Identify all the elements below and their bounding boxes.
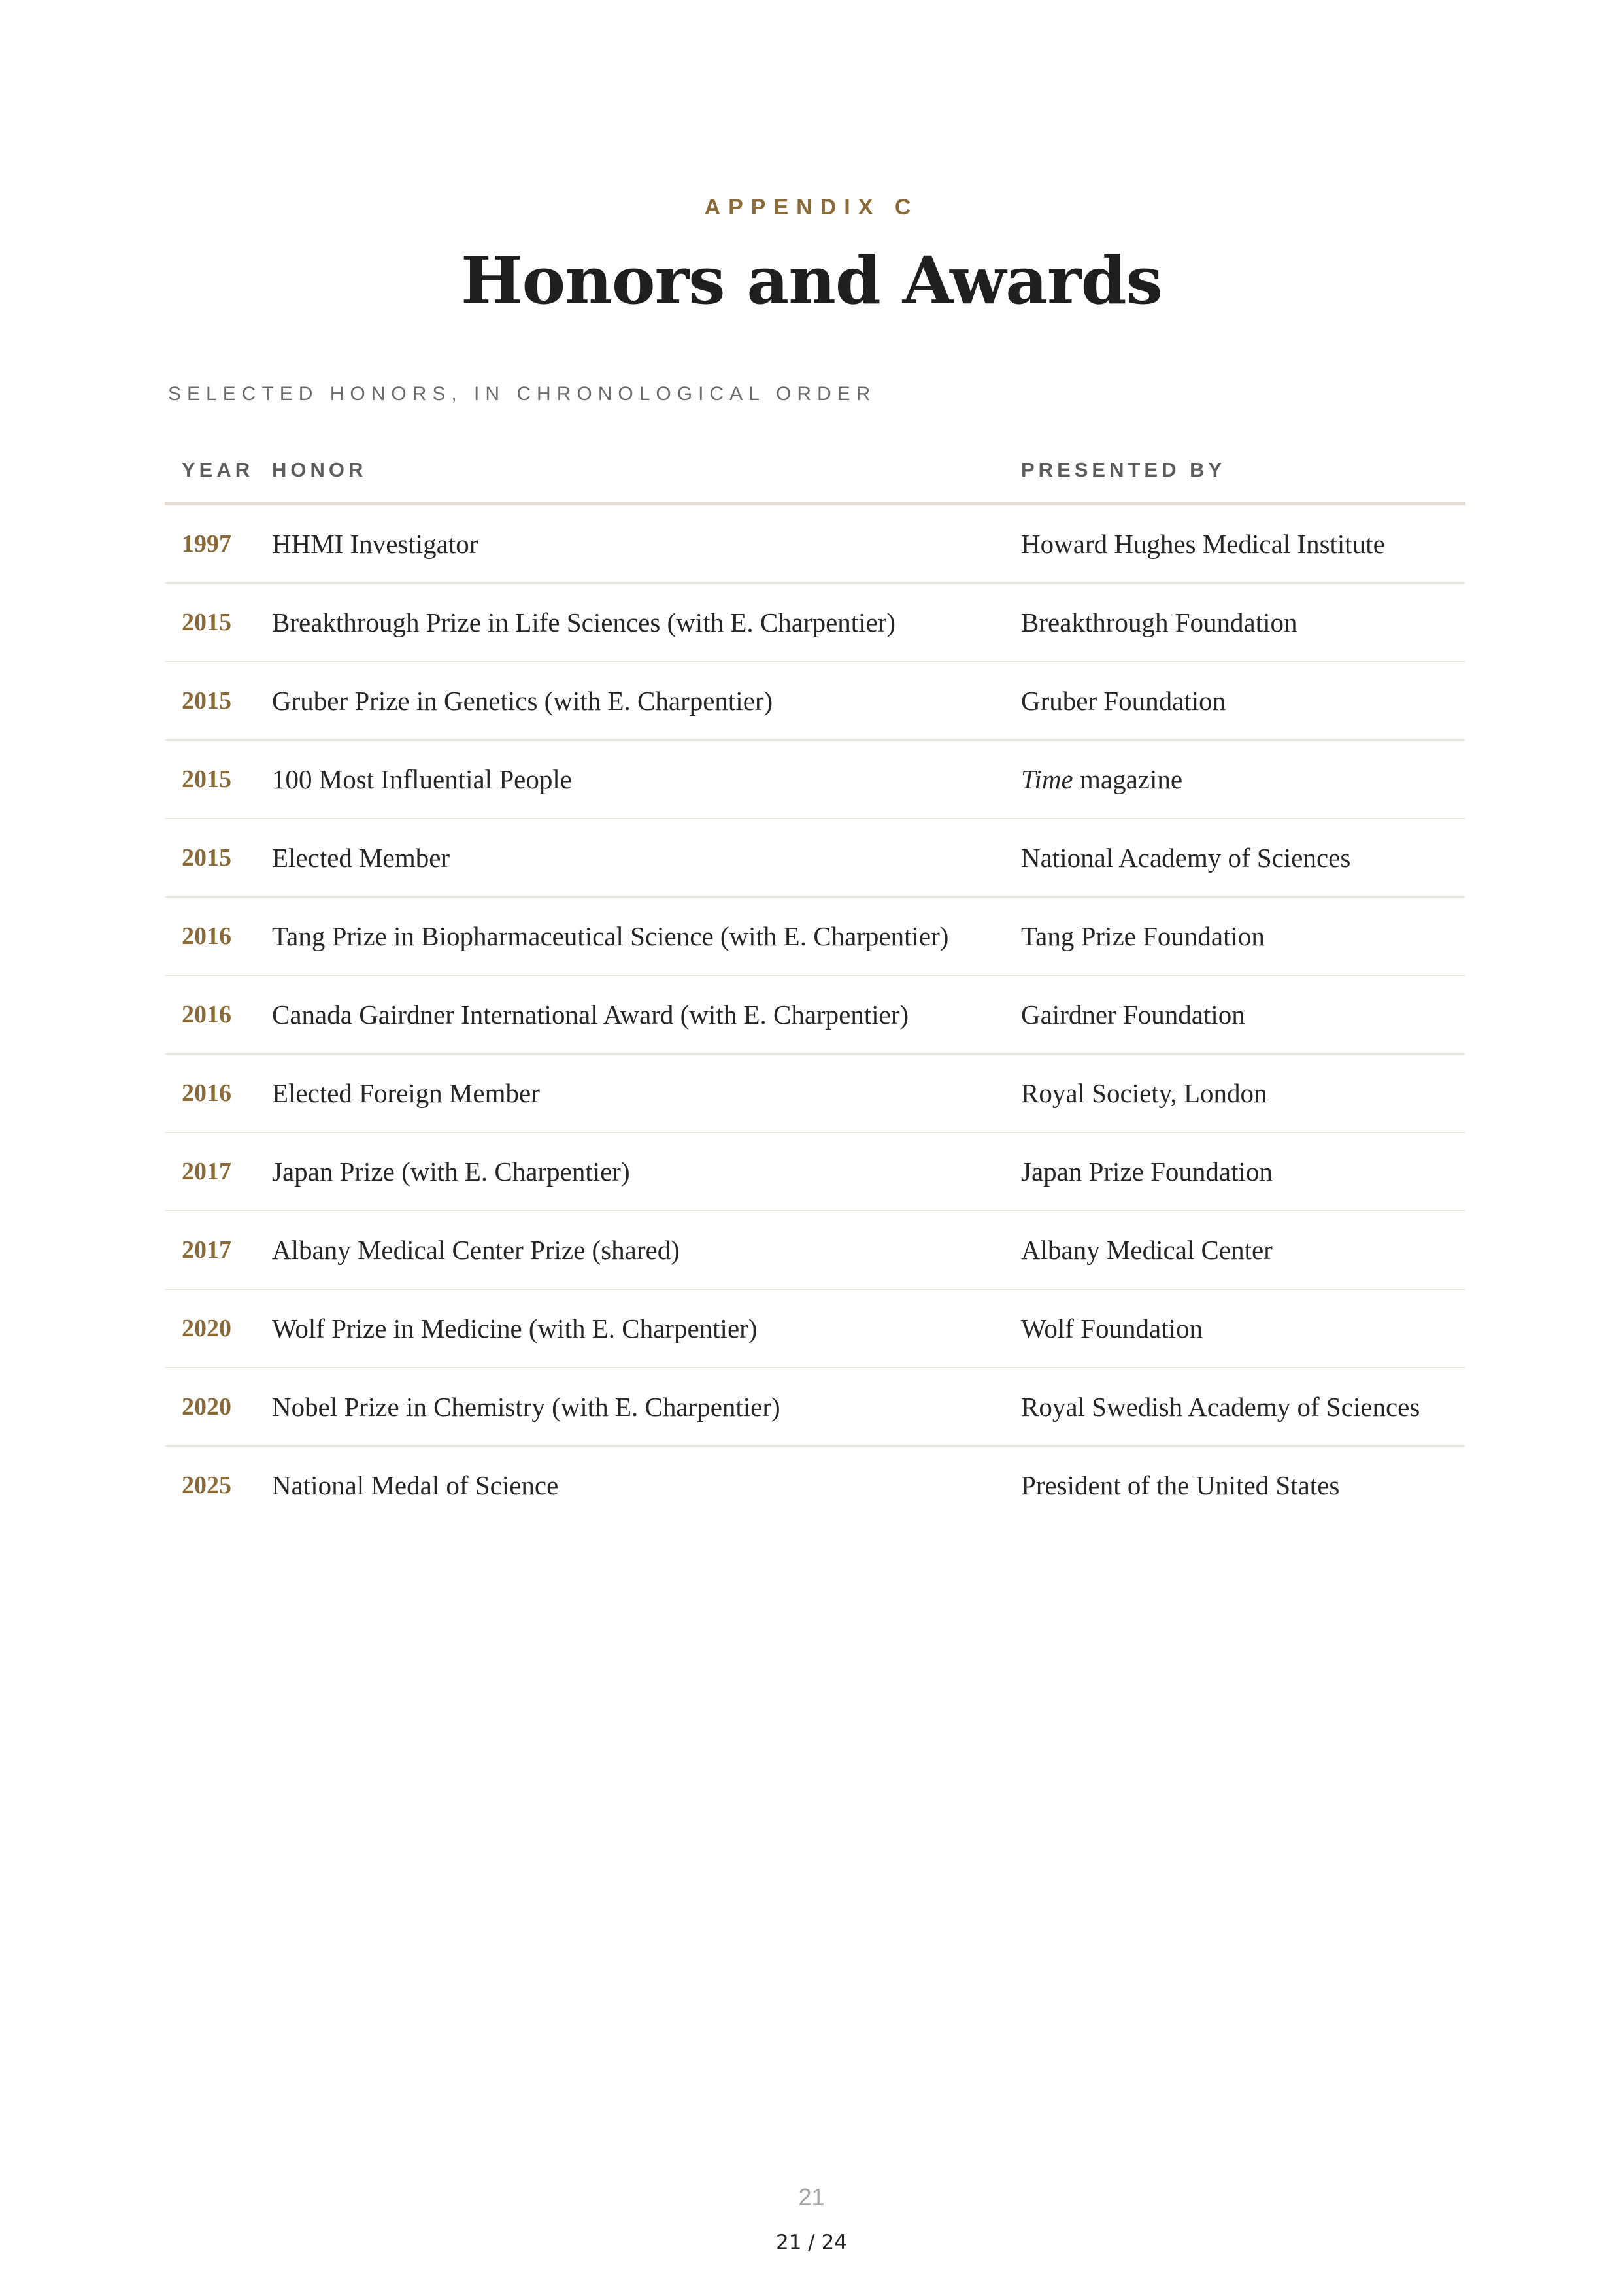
table-header-row (165, 438, 1465, 504)
year-cell: 2015 (165, 662, 268, 740)
honor-cell: Gruber Prize in Genetics (with E. Charpentier) (268, 662, 1017, 740)
presenter-cell: Wolf Foundation (1017, 1289, 1465, 1368)
column-header-honor: HONOR (268, 438, 1017, 504)
table-row (165, 1368, 1465, 1446)
column-header-presented-by: PRESENTED BY (1017, 438, 1465, 504)
honor-cell: Japan Prize (with E. Charpentier) (268, 1132, 1017, 1211)
table-row (165, 740, 1465, 819)
honor-cell: Albany Medical Center Prize (shared) (268, 1211, 1017, 1289)
presenter-cell: National Academy of Sciences (1017, 819, 1465, 897)
table-row (165, 1446, 1465, 1524)
presenter-cell: Tang Prize Foundation (1017, 897, 1465, 975)
year-cell: 2015 (165, 740, 268, 819)
year-cell: 2017 (165, 1211, 268, 1289)
honor-cell: Breakthrough Prize in Life Sciences (with E. Charpentier) (268, 583, 1017, 662)
table-row (165, 504, 1465, 584)
honor-cell: Canada Gairdner International Award (with E. Charpentier) (268, 975, 1017, 1054)
presenter-cell: Royal Society, London (1017, 1054, 1465, 1132)
year-cell: 2016 (165, 897, 268, 975)
presenter-cell: Gruber Foundation (1017, 662, 1465, 740)
table-row (165, 1132, 1465, 1211)
presenter-text: magazine (1080, 764, 1183, 794)
year-cell: 2025 (182, 1472, 231, 1499)
presenter-cell: Gairdner Foundation (1017, 975, 1465, 1054)
table-row (165, 1211, 1465, 1289)
presenter-cell: President of the United States (1021, 1470, 1340, 1500)
honor-cell: Elected Foreign Member (268, 1054, 1017, 1132)
year-cell: 2016 (165, 975, 268, 1054)
appendix-label: APPENDIX C (704, 195, 919, 220)
table-caption: SELECTED HONORS, IN CHRONOLOGICAL ORDER (168, 383, 877, 405)
table-row (165, 897, 1465, 975)
table-row (165, 662, 1465, 740)
publication-title: Time (1021, 764, 1073, 794)
presenter-cell: Albany Medical Center (1017, 1211, 1465, 1289)
table-row (165, 1054, 1465, 1132)
honor-cell: 100 Most Influential People (268, 740, 1017, 819)
presenter-cell: Royal Swedish Academy of Sciences (1017, 1368, 1465, 1446)
honor-cell: National Medal of Science (272, 1470, 559, 1500)
table-row (165, 975, 1465, 1054)
honor-cell: Wolf Prize in Medicine (with E. Charpentier) (268, 1289, 1017, 1368)
page-number: 21 (798, 2184, 825, 2210)
presenter-cell: Breakthrough Foundation (1017, 583, 1465, 662)
table-row (165, 819, 1465, 897)
honor-cell: Tang Prize in Biopharmaceutical Science (with E. Charpentier) (268, 897, 1017, 975)
page-indicator: 21 / 24 (775, 2231, 848, 2254)
presenter-cell (1017, 740, 1465, 819)
presenter-cell: Japan Prize Foundation (1017, 1132, 1465, 1211)
table-row (165, 583, 1465, 662)
year-cell: 1997 (165, 504, 268, 584)
year-cell: 2017 (165, 1132, 268, 1211)
honors-table (165, 438, 1465, 1524)
honor-cell: Nobel Prize in Chemistry (with E. Charpentier) (268, 1368, 1017, 1446)
presenter-cell: Howard Hughes Medical Institute (1017, 504, 1465, 584)
year-cell: 2016 (165, 1054, 268, 1132)
year-cell: 2020 (165, 1368, 268, 1446)
page-title: Honors and Awards (461, 242, 1162, 319)
honor-cell: Elected Member (268, 819, 1017, 897)
year-cell: 2020 (165, 1289, 268, 1368)
year-cell: 2015 (165, 819, 268, 897)
table-row (165, 1289, 1465, 1368)
year-cell: 2015 (165, 583, 268, 662)
column-header-year: YEAR (165, 438, 268, 504)
honor-cell: HHMI Investigator (268, 504, 1017, 584)
